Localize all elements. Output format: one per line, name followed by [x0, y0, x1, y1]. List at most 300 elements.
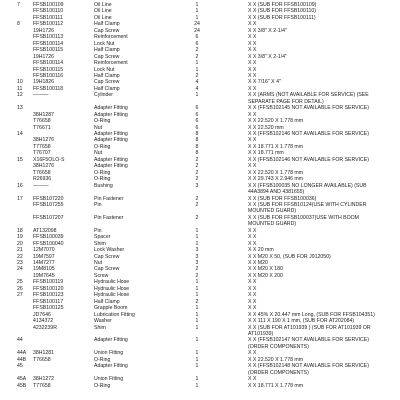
- part-number: 38H1276: [33, 163, 55, 170]
- parts-row: [0, 67, 400, 73]
- quantity: 1: [195, 311, 199, 318]
- quantity: 3: [195, 247, 199, 254]
- remarks: X X: [248, 66, 257, 73]
- parts-row: [0, 163, 400, 169]
- quantity: 3: [195, 260, 199, 266]
- remarks: X X 18.771 X 1.778 mm: [248, 382, 304, 389]
- quantity: 1: [195, 382, 199, 389]
- part-number: T76671: [33, 124, 51, 131]
- parts-row: [0, 221, 400, 227]
- parts-row: [0, 183, 400, 189]
- item-number: 26: [17, 285, 23, 292]
- parts-row: [0, 260, 400, 266]
- parts-row: [0, 15, 400, 21]
- parts-row: [0, 73, 400, 79]
- item-number: 44: [17, 337, 23, 344]
- parts-row: [0, 305, 400, 311]
- item-number: 14: [17, 131, 23, 137]
- remarks: X X: [248, 298, 257, 305]
- part-description: Grapple Boom: [94, 305, 128, 312]
- part-description: O-Ring: [94, 143, 111, 150]
- quantity: 1: [195, 92, 199, 99]
- parts-row: [0, 228, 400, 234]
- part-number: FFSB100120: [33, 285, 64, 292]
- part-description: Hydraulic Hose: [94, 279, 130, 286]
- part-description: Adapter Fitting: [94, 137, 128, 144]
- part-description: Oil Line: [94, 2, 112, 8]
- part-number: 38H1287: [33, 111, 55, 118]
- quantity: 2: [195, 266, 199, 273]
- part-description: Washer: [94, 318, 112, 325]
- quantity: 4: [195, 85, 199, 92]
- part-number: ———: [33, 182, 49, 189]
- parts-row: [0, 383, 400, 389]
- item-number: 22: [17, 253, 23, 260]
- remarks: MOUNTED GUARD): [248, 221, 297, 228]
- parts-row: [0, 176, 400, 182]
- part-description: Cap Screw: [94, 27, 120, 34]
- parts-row: [0, 105, 400, 111]
- part-description: Oil Line: [94, 8, 112, 15]
- part-description: Oil Line: [94, 14, 112, 21]
- parts-row: [0, 47, 400, 53]
- item-number: 21: [17, 247, 23, 254]
- parts-row: [0, 247, 400, 253]
- quantity: 1: [195, 363, 199, 370]
- parts-row: [0, 157, 400, 163]
- parts-row: [0, 21, 400, 27]
- quantity: 1: [195, 337, 199, 344]
- part-number: 19H1726: [33, 27, 55, 34]
- item-number: 13: [17, 105, 23, 112]
- quantity: 2: [195, 214, 199, 221]
- quantity: 1: [195, 318, 199, 325]
- remarks: X X 22.520 mm: [248, 124, 284, 131]
- part-description: Pin Fastener: [94, 195, 124, 202]
- quantity: 1: [195, 14, 199, 21]
- remarks: X X: [248, 163, 257, 170]
- part-description: Adapter Fitting: [94, 337, 128, 344]
- remarks: X X 7/16" X 4": [248, 79, 281, 86]
- part-number: T76658: [33, 356, 51, 363]
- remarks: X X: [248, 234, 257, 241]
- parts-row: [0, 92, 400, 98]
- item-number: 15: [17, 156, 23, 163]
- item-number: 19: [17, 234, 23, 241]
- quantity: 1: [195, 279, 199, 286]
- parts-row: [0, 99, 400, 105]
- parts-row: [0, 208, 400, 214]
- quantity: 6: [195, 111, 199, 118]
- part-number: T76658: [33, 118, 51, 125]
- item-number: 11: [17, 85, 23, 92]
- remarks: X X: [248, 47, 257, 54]
- quantity: 2: [195, 156, 199, 163]
- parts-row: [0, 241, 400, 247]
- part-number: FFSB100113: [33, 34, 64, 41]
- item-number: 18: [17, 227, 23, 234]
- parts-row: [0, 370, 400, 376]
- parts-row: [0, 318, 400, 324]
- item-number: 27: [17, 292, 23, 299]
- part-description: Spacer: [94, 234, 111, 241]
- part-description: Nut: [94, 124, 103, 131]
- remarks: SEPARATE PAGE FOR DETAIL): [248, 98, 324, 105]
- item-number: 44B: [17, 356, 27, 363]
- part-description: Union Fitting: [94, 350, 124, 357]
- remarks: X X (FFSB102147 NOT AVAILABLE FOR SERVICE): [248, 337, 369, 344]
- part-number: FFSB100114: [33, 60, 64, 67]
- parts-row: [0, 118, 400, 124]
- part-number: 19H1726: [33, 53, 55, 60]
- item-number: 23: [17, 260, 23, 266]
- part-description: Union Fitting: [94, 376, 124, 383]
- remarks: X X M20 X 180: [248, 266, 283, 273]
- quantity: 8: [195, 131, 199, 137]
- part-description: Adapter Fitting: [94, 131, 128, 137]
- quantity: 8: [195, 150, 199, 157]
- parts-row: [0, 286, 400, 292]
- item-number: 10: [17, 79, 23, 86]
- remarks: X X (FFSB100035 NO LONGER AVAILABLE) (SUB: [248, 182, 367, 189]
- part-description: Bushing: [94, 182, 113, 189]
- part-description: Hydraulic Hose: [94, 285, 130, 292]
- part-description: Adapter Fitting: [94, 105, 128, 112]
- quantity: 6: [195, 118, 199, 125]
- part-number: T76707: [33, 150, 51, 157]
- quantity: 3: [195, 253, 199, 260]
- remarks: X X (SUB FOR FFSB10124(USE WITH CYLINDER: [248, 201, 367, 208]
- quantity: 8: [195, 137, 199, 144]
- quantity: 2: [195, 47, 199, 54]
- parts-row: [0, 344, 400, 350]
- quantity: 1: [195, 2, 199, 8]
- quantity: 1: [195, 8, 199, 15]
- part-description: Adapter Fitting: [94, 363, 128, 370]
- remarks: X X: [248, 292, 257, 299]
- remarks: X X 111 X 190 X 1 mm, (SUB FOR AT202084): [248, 318, 355, 325]
- quantity: 2: [195, 272, 199, 279]
- remarks: (ORDER COMPONENTS): [248, 343, 309, 350]
- remarks: X X: [248, 60, 257, 67]
- remarks: X X 22.520 X 1.778 mm: [248, 356, 304, 363]
- item-number: 45: [17, 363, 23, 370]
- quantity: 1: [195, 227, 199, 234]
- part-number: FFSB100040: [33, 240, 64, 247]
- part-description: Half Clamp: [94, 298, 120, 305]
- quantity: 6: [195, 105, 199, 112]
- parts-row: [0, 28, 400, 34]
- parts-row: [0, 150, 400, 156]
- quantity: 8: [195, 143, 199, 150]
- parts-row: [0, 215, 400, 221]
- part-number: FFSB100117: [33, 298, 64, 305]
- part-number: T76658: [33, 169, 51, 176]
- quantity: 6: [195, 40, 199, 47]
- remarks: X X: [248, 21, 257, 28]
- part-number: FFSB100125: [33, 305, 64, 312]
- parts-row: [0, 131, 400, 137]
- part-number: FFSB100112: [33, 21, 64, 28]
- remarks: X X (SUB FOR FFSB100111): [248, 14, 316, 21]
- parts-row: [0, 8, 400, 14]
- parts-row: [0, 112, 400, 118]
- parts-row: [0, 337, 400, 343]
- part-description: Pin: [94, 227, 102, 234]
- part-number: FFSB100115: [33, 66, 64, 73]
- parts-row: [0, 144, 400, 150]
- part-number: FFSB100114: [33, 40, 64, 47]
- part-number: R26936: [33, 176, 52, 183]
- parts-row: [0, 312, 400, 318]
- quantity: 2: [195, 163, 199, 170]
- part-description: Adapter Fitting: [94, 156, 128, 163]
- parts-row: [0, 254, 400, 260]
- quantity: 6: [195, 124, 199, 131]
- remarks: X X: [248, 350, 257, 357]
- quantity: 1: [195, 240, 199, 247]
- quantity: 1: [195, 60, 199, 67]
- remarks: X X (ARMS (NOT AVAILABLE FOR SERVICE) (SEE: [248, 92, 369, 99]
- quantity: 4: [195, 79, 199, 86]
- part-description: Hydraulic Hose: [94, 292, 130, 299]
- part-description: Reinforcement: [94, 34, 128, 41]
- part-number: FFSB100115: [33, 47, 64, 54]
- remarks: X X M20 X 50, (SUB FOR J912050): [248, 253, 331, 260]
- part-number: FFSB100123: [33, 292, 64, 299]
- part-description: Cap Screw: [94, 79, 120, 86]
- part-number: 38H1281: [33, 350, 55, 357]
- part-number: ———: [33, 92, 49, 99]
- parts-row: [0, 234, 400, 240]
- part-description: Lock Washer: [94, 247, 125, 254]
- parts-row: [0, 2, 400, 8]
- remarks: X X 45% X 20.447 mm Long, (SUB FOR FFSB104351): [248, 311, 375, 318]
- part-description: Cap Screw: [94, 253, 120, 260]
- part-number: 12M7070: [33, 247, 55, 254]
- part-number: T77658: [33, 143, 51, 150]
- part-number: FFSB107255: [33, 201, 64, 208]
- part-description: Half Clamp: [94, 85, 120, 92]
- remarks: X X: [248, 227, 257, 234]
- parts-row: [0, 54, 400, 60]
- quantity: 1: [195, 356, 199, 363]
- part-number: FFSB100118: [33, 85, 64, 92]
- remarks: MOUNTED GUARD): [248, 208, 297, 215]
- remarks: X X: [248, 376, 257, 383]
- part-number: FFSB107220: [33, 195, 64, 202]
- item-number: 12: [17, 92, 23, 99]
- remarks: X X (FFSB102146 NOT AVAILABLE FOR SERVICE): [248, 156, 369, 163]
- part-description: Adapter Fitting: [94, 111, 128, 118]
- quantity: 6: [195, 34, 199, 41]
- quantity: 3: [195, 182, 199, 189]
- part-number: JD7646: [33, 311, 51, 318]
- quantity: 1: [195, 292, 199, 299]
- parts-row: [0, 266, 400, 272]
- part-description: Screw: [94, 272, 109, 279]
- part-description: Lock Nut: [94, 66, 115, 73]
- parts-row: [0, 279, 400, 285]
- remarks: X X 18.771 X 1.778 mm: [248, 143, 304, 150]
- parts-row: [0, 125, 400, 131]
- parts-row: [0, 41, 400, 47]
- part-number: FFSB107207: [33, 214, 64, 221]
- part-number: 14M7277: [33, 260, 55, 266]
- parts-row: [0, 170, 400, 176]
- remarks: 44A3894 AND 4381655): [248, 189, 305, 196]
- part-description: Nut: [94, 260, 103, 266]
- part-description: Pin Fastener: [94, 214, 124, 221]
- remarks: X X (SUB FOR FFSB100110): [248, 8, 316, 15]
- part-description: Lubrication Fitting: [94, 311, 135, 318]
- parts-row: [0, 196, 400, 202]
- remarks: X X 29.743 X 2.946 mm: [248, 176, 304, 183]
- parts-row: [0, 292, 400, 298]
- part-number: X16F5OLO-S: [33, 156, 65, 163]
- remarks: X X: [248, 137, 257, 144]
- quantity: 1: [195, 285, 199, 292]
- remarks: X X (SUB FOR AT101939 ) (SUB FOR AT101939 OR: [248, 324, 371, 331]
- part-description: Pin: [94, 201, 102, 208]
- part-description: Cap Screw: [94, 53, 120, 60]
- parts-row: [0, 357, 400, 363]
- part-number: 4232239R: [33, 324, 57, 331]
- remarks: X X 22.520 X 1.778 mm: [248, 118, 304, 125]
- parts-row: [0, 325, 400, 331]
- quantity: 2: [195, 176, 199, 183]
- part-description: O-Ring: [94, 169, 111, 176]
- item-number: 8: [17, 21, 20, 28]
- quantity: 1: [195, 324, 199, 331]
- quantity: 24: [194, 27, 200, 34]
- item-number: 17: [17, 195, 23, 202]
- part-number: FFSB100116: [33, 72, 64, 79]
- part-description: Nut: [94, 150, 103, 157]
- part-description: O-Ring: [94, 118, 111, 125]
- part-description: Reinforcement: [94, 60, 128, 67]
- quantity: 1: [195, 376, 199, 383]
- remarks: AT101939): [248, 330, 274, 337]
- quantity: 1: [195, 234, 199, 241]
- quantity: 1: [195, 66, 199, 73]
- remarks: X X: [248, 34, 257, 41]
- parts-row: [0, 299, 400, 305]
- quantity: 2: [195, 298, 199, 305]
- part-description: Adapter Fitting: [94, 163, 128, 170]
- remarks: X X: [248, 240, 257, 247]
- item-number: 7: [17, 2, 20, 8]
- remarks: X X (FFSB102148 NOT AVAILABLE FOR SERVICE): [248, 363, 369, 370]
- parts-row: [0, 331, 400, 337]
- part-description: Lock Nut: [94, 40, 115, 47]
- part-description: Half Clamp: [94, 47, 120, 54]
- part-number: 19M7645: [33, 272, 55, 279]
- item-number: 45A: [17, 376, 27, 383]
- item-number: 25: [17, 279, 23, 286]
- part-number: FFSB100039: [33, 234, 64, 241]
- parts-row: [0, 86, 400, 92]
- parts-row: [0, 137, 400, 143]
- part-description: Cap Screw: [94, 266, 120, 273]
- parts-row: [0, 60, 400, 66]
- parts-row: [0, 189, 400, 195]
- parts-row: [0, 273, 400, 279]
- remarks: X X: [248, 85, 257, 92]
- quantity: 2: [195, 53, 199, 60]
- remarks: X X (FFSB102145 NOT AVAILABLE FOR SERVICE): [248, 105, 369, 112]
- remarks: X X: [248, 279, 257, 286]
- remarks: X X M20: [248, 260, 268, 266]
- remarks: X X 18.771 mm: [248, 150, 284, 157]
- part-number: T77658: [33, 382, 51, 389]
- part-number: FFSB100109: [33, 2, 64, 8]
- quantity: 1: [195, 350, 199, 357]
- quantity: 24: [194, 21, 200, 28]
- part-number: 19M8105: [33, 266, 55, 273]
- part-number: FFSB100119: [33, 279, 64, 286]
- remarks: X X 22.520 X 1.778 mm: [248, 169, 304, 176]
- parts-row: [0, 79, 400, 85]
- item-number: 16: [17, 182, 23, 189]
- part-description: O-Ring: [94, 382, 111, 389]
- item-number: 44A: [17, 350, 27, 357]
- part-number: FFSB100111: [33, 14, 63, 21]
- parts-row: [0, 363, 400, 369]
- remarks: X X 20 mm: [248, 247, 274, 254]
- part-number: AT132098: [33, 227, 57, 234]
- remarks: X X: [248, 72, 257, 79]
- part-description: O-Ring: [94, 356, 111, 363]
- quantity: 1: [195, 305, 199, 312]
- part-description: Shim: [94, 324, 106, 331]
- remarks: X X: [248, 285, 257, 292]
- part-description: Half Clamp: [94, 72, 120, 79]
- part-number: 19M7597: [33, 253, 55, 260]
- part-number: 19H1826: [33, 79, 55, 86]
- parts-row: [0, 202, 400, 208]
- item-number: 20: [17, 240, 23, 247]
- parts-row: [0, 376, 400, 382]
- remarks: X X (SUB FOR FFSB100037(USE WITH BOOM: [248, 214, 359, 221]
- remarks: X X (SUB FOR FFSB100109): [248, 2, 317, 8]
- part-description: Shim: [94, 240, 106, 247]
- quantity: 2: [195, 72, 199, 79]
- part-number: 38H1272: [33, 376, 55, 383]
- remarks: X X: [248, 305, 257, 312]
- part-description: Half Clamp: [94, 21, 120, 28]
- quantity: 2: [195, 169, 199, 176]
- remarks: X X (SUB FOR FFSB100036): [248, 195, 317, 202]
- part-description: O-Ring: [94, 176, 111, 183]
- item-number: 45B: [17, 382, 27, 389]
- remarks: X X: [248, 40, 257, 47]
- part-number: FFSB100110: [33, 8, 64, 15]
- item-number: 24: [17, 266, 23, 273]
- remarks: X X M20 X 200: [248, 272, 283, 279]
- remarks: X X (FFSB102146 NOT AVAILABLE FOR SERVICE): [248, 131, 369, 137]
- parts-row: [0, 350, 400, 356]
- remarks: X X: [248, 111, 257, 118]
- part-number: 38H1276: [33, 137, 55, 144]
- remarks: X X 3/8" X 2-1/4": [248, 53, 287, 60]
- remarks: X X 3/8" X 2-1/4": [248, 27, 287, 34]
- part-description: Cylinder: [94, 92, 114, 99]
- remarks: (ORDER COMPONENTS): [248, 369, 309, 376]
- quantity: 2: [195, 195, 199, 202]
- parts-row: [0, 34, 400, 40]
- part-number: 4134372: [33, 318, 54, 325]
